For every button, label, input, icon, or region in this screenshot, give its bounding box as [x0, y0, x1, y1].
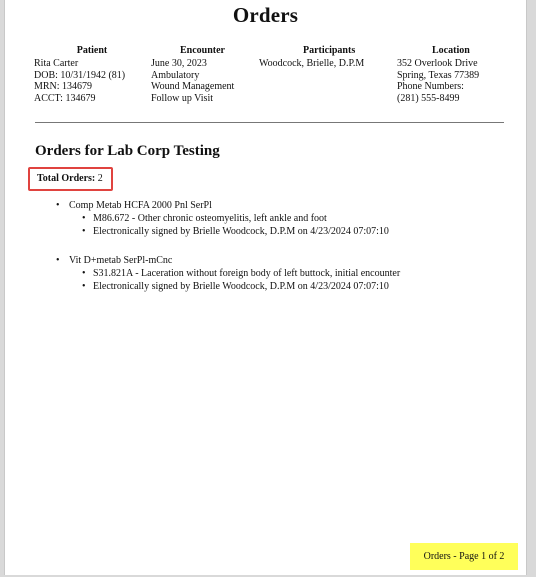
total-orders-label: Total Orders:	[37, 173, 96, 184]
order-diagnosis	[81, 267, 400, 280]
encounter-info	[151, 45, 234, 105]
order-details	[69, 267, 400, 293]
page-number-badge: Orders - Page 1 of 2	[410, 543, 518, 570]
bullet-icon: •	[56, 200, 60, 211]
order-diagnosis	[81, 212, 400, 225]
order-item	[55, 199, 400, 238]
location-phone: (281) 555-8499	[397, 93, 460, 105]
order-name: Comp Metab HCFA 2000 Pnl SerPl	[69, 200, 212, 211]
order-details	[69, 212, 400, 238]
order-signature-text: Electronically signed by Brielle Woodcock, D.P.M on 4/23/2024 07:07:10	[93, 226, 389, 237]
patient-acct: ACCT: 134679	[34, 93, 96, 105]
encounter-reason: Follow up Visit	[151, 93, 214, 105]
order-signature	[81, 225, 400, 238]
bullet-icon: •	[82, 213, 86, 224]
document-title: Orders	[232, 3, 299, 27]
location-city: Spring, Texas 77389	[397, 69, 480, 81]
patient-mrn: MRN: 134679	[34, 81, 93, 93]
total-orders-value: 2	[97, 173, 103, 184]
order-signature-text: Electronically signed by Brielle Woodcock, D.P.M on 4/23/2024 07:07:10	[93, 281, 389, 292]
total-orders-highlight	[28, 167, 113, 191]
header-divider	[35, 122, 504, 123]
patient-info	[34, 45, 150, 105]
order-name: Vit D+metab SerPl-mCnc	[69, 255, 173, 266]
location-street: 352 Overlook Drive	[397, 57, 478, 69]
order-item	[55, 254, 400, 293]
encounter-type: Ambulatory	[151, 69, 200, 81]
section-title: Orders for Lab Corp Testing	[35, 143, 220, 159]
order-diagnosis-text: S31.821A - Laceration without foreign body of left buttock, initial encounter	[93, 268, 401, 279]
encounter-date: June 30, 2023	[151, 57, 207, 69]
order-diagnosis-text: M86.672 - Other chronic osteomyelitis, left ankle and foot	[93, 213, 327, 224]
encounter-header: Encounter	[180, 45, 225, 56]
patient-header: Patient	[76, 45, 108, 56]
order-signature	[81, 280, 400, 293]
encounter-department: Wound Management	[151, 81, 235, 93]
location-header: Location	[432, 45, 470, 56]
bullet-icon: •	[82, 281, 86, 292]
patient-name: Rita Carter	[34, 57, 79, 69]
participants-header: Participants	[303, 45, 356, 56]
document-page	[4, 0, 527, 575]
participants-info	[259, 45, 364, 70]
location-info	[397, 45, 479, 105]
bullet-icon: •	[56, 255, 60, 266]
participant-name: Woodcock, Brielle, D.P.M	[259, 57, 365, 69]
patient-dob: DOB: 10/31/1942 (81)	[34, 69, 126, 81]
orders-list	[55, 199, 400, 309]
location-phone-label: Phone Numbers:	[397, 81, 464, 93]
bullet-icon: •	[82, 268, 86, 279]
bullet-icon: •	[82, 226, 86, 237]
